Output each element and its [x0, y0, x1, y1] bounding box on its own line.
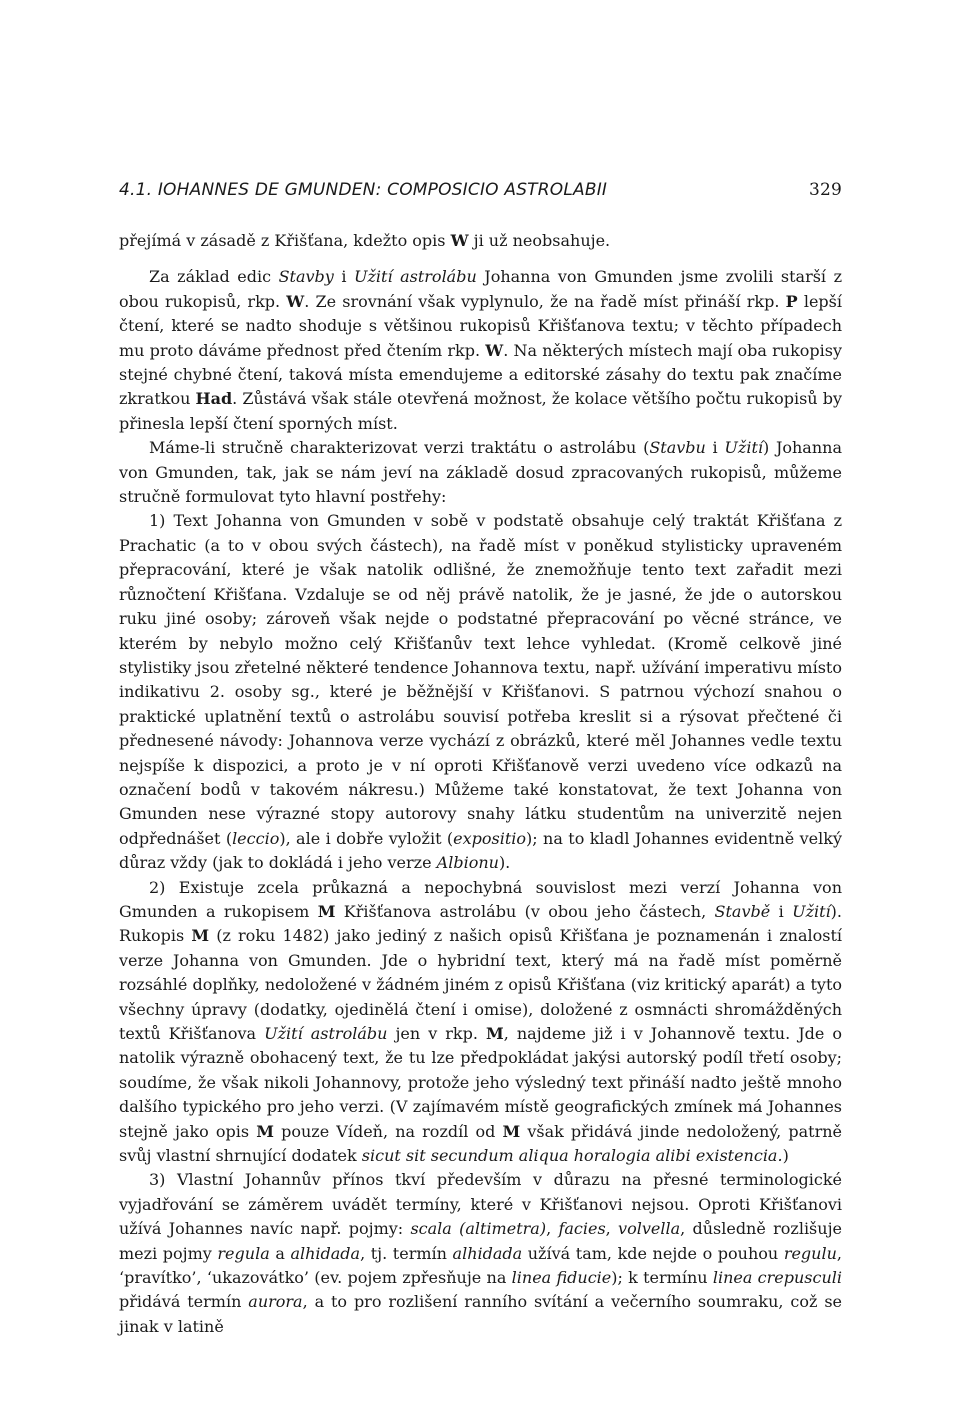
- paragraph-p2: [119, 436, 842, 509]
- text-run: , tj. termín: [360, 1243, 453, 1263]
- text-run: 1) Text Johanna von Gmunden v sobě v podstatě obsahuje celý traktát Křišťana z Prachatic (a to v obou svých částech), na řadě míst v poněkud stylisticky upraveném přepracování, které je však natolik odlišné, že znemožňuje tento text zařadit mezi různočtení Křišťana. Vzdaluje se od něj právě natolik, že je jasné, že jde o autorskou ruku jiné osoby; zároveň však nejde o podstatné přepracování po věcné stránce, ve kterém by nebylo možno celý Křišťanův text lehce vyhledat. (Kromě celkově jiné stylistiky jsou zřetelné některé tendence Johannova textu, např. užívání imperativu místo indikativu 2. osoby sg., které je běžnější v Křišťanovi. S patrnou výchozí snahou o praktické uplatnění textů o astrolábu souvisí potřeba kreslit si a rýsovat přečtené či přednesené návody: Johannova verze vychází z obrázků, které měl Johannes vedle textu nejspíše k dispozici, a proto je v ní oproti Křišťanově verzi uvedeno více odkazů na označení bodů v takovém nákresu.) Můžeme také konstatovat, že text Johanna von Gmunden nese výrazné stopy autorovy snahy látku studentům na univerzitě nejen odpřednášet (: [119, 511, 842, 848]
- text-run: Za základ edic: [149, 267, 279, 287]
- text-run: Užití astrolábu: [354, 267, 477, 287]
- paragraph-p5: [119, 1168, 842, 1339]
- text-run: M: [256, 1121, 274, 1141]
- text-run: ,: [546, 1219, 559, 1239]
- text-run: facies: [558, 1219, 606, 1239]
- text-run: 3) Vlastní Johannův přínos tkví především v důrazu na přesné terminologické vyjadřování se záměrem uvádět termíny, které v Křišťanovi nejsou. Oproti Křišťanovi užívá Johannes navíc např. pojmy:: [119, 1170, 842, 1239]
- text-run: leccio: [232, 828, 280, 848]
- text-run: M: [191, 926, 210, 946]
- text-run: ); na to kladl Johannes evidentně velký důraz vždy (jak to dokládá i jeho verze: [119, 828, 842, 873]
- text-run: Had: [195, 389, 233, 409]
- text-run: i: [333, 267, 354, 287]
- text-run: ): [782, 1146, 789, 1166]
- text-run: alhidada: [290, 1243, 361, 1263]
- text-run: ). Rukopis: [119, 901, 842, 946]
- text-run: W: [485, 340, 504, 360]
- text-run: regulu: [783, 1243, 837, 1263]
- text-run: Albionu: [436, 853, 499, 873]
- text-run: 2) Existuje zcela průkazná a nepochybná souvislost mezi verzí Johanna von Gmunden a rukopisem: [119, 877, 842, 921]
- text-run: aurora: [248, 1292, 303, 1312]
- text-run: jen v rkp.: [387, 1024, 486, 1043]
- text-run: volvella: [618, 1219, 681, 1239]
- text-run: linea crepusculi: [712, 1268, 842, 1288]
- text-run: i: [705, 438, 725, 458]
- text-run: Stavbě: [714, 901, 771, 921]
- paragraph-p4: [119, 876, 842, 1169]
- text-run: Máme-li stručně charakterizovat verzi traktátu o astrolábu (: [149, 438, 650, 458]
- text-run: pouze Vídeň, na rozdíl od: [273, 1121, 503, 1141]
- text-run: ).: [498, 853, 511, 873]
- text-run: ji už neobsahuje.: [468, 231, 611, 250]
- text-run: Užití astrolábu: [264, 1024, 388, 1043]
- body-text: [119, 229, 842, 1339]
- text-run: (z roku 1482) jako jediný z našich opisů Křišťana je poznamenán i znalostí verze Johanna von Gmunden. Jde o hybridní text, který má na řadě míst poměrně rozsáhlé doplňky, nedoložené v žádném jiném z opisů Křišťana (viz kritický aparát) a tyto všechny úpravy (dodatky, ojedinělá čtení i omise), doložené z osmnácti shromážděných textů Křišťanova: [119, 926, 843, 1043]
- text-run: Užití: [724, 438, 763, 458]
- text-run: . Zůstává však stále otevřená možnost, že kolace většího počtu rukopisů by přinesla lepší čtení sporných míst.: [119, 389, 842, 433]
- text-run: expositio: [453, 828, 527, 848]
- text-run: scala (altimetra): [410, 1219, 547, 1239]
- text-run: regula: [217, 1243, 270, 1263]
- text-run: lepší čtení, které se nadto shoduje s většinou rukopisů Křišťanova textu; v těchto případech mu proto dáváme přednost před čtením rkp.: [119, 291, 842, 360]
- text-run: , najdeme již i v Johannově textu. Jde o natolik výrazně obohacený text, že tu lze předpokládat jakýsi autorský podíl třetí osoby; soudíme, že však nikoli Johannovy, protože jeho výsledný text přináší nadto ještě mnoho dalšího typického pro jeho verzi. (V zajímavém místě geografických zmínek má Johannes stejně jako opis: [119, 1024, 843, 1141]
- paragraph-p3: [119, 509, 842, 875]
- text-run: , důsledně rozlišuje mezi pojmy: [119, 1219, 843, 1263]
- paragraph-p0: [119, 229, 842, 253]
- text-run: W: [286, 291, 305, 311]
- text-run: W: [450, 231, 469, 250]
- text-run: Johanna von Gmunden jsme zvolili starší z obou rukopisů, rkp.: [119, 267, 842, 311]
- text-run: ,: [605, 1219, 619, 1239]
- text-run: a: [269, 1243, 291, 1263]
- text-run: přidává termín: [119, 1292, 249, 1312]
- paragraph-p1: [119, 265, 842, 436]
- text-run: Užití: [792, 901, 831, 921]
- text-run: ), ale i dobře vyložit (: [279, 828, 454, 848]
- text-run: sicut sit secundum aliqua horalogia alibi existencia.: [361, 1146, 783, 1166]
- text-run: linea fiducie: [511, 1268, 612, 1288]
- text-run: . Na některých místech mají oba rukopisy stejné chybné čtení, taková místa emendujeme a editorské zásahy do textu pak značíme zkratkou: [119, 340, 843, 409]
- text-run: , a to pro rozlišení ranního svítání a večerního soumraku, což se jinak v latině: [119, 1292, 842, 1336]
- text-run: . Ze srovnání však vyplynulo, že na řadě míst přináší rkp.: [304, 291, 786, 311]
- text-run: však přidává jinde nedoložený, patrně svůj vlastní shrnující dodatek: [119, 1121, 843, 1166]
- text-run: alhidada: [452, 1243, 523, 1263]
- text-run: užívá tam, kde nejde o pouhou: [522, 1243, 784, 1263]
- text-run: ) Johanna von Gmunden, tak, jak se nám jeví na základě dosud zpracovaných rukopisů, můžeme stručně formulovat tyto hlavní postřehy:: [119, 438, 842, 507]
- text-run: M: [486, 1024, 504, 1043]
- text-run: i: [770, 901, 793, 921]
- text-run: M: [502, 1121, 521, 1141]
- text-run: M: [317, 901, 336, 921]
- page-number: 329: [808, 180, 842, 200]
- text-run: P: [785, 291, 798, 311]
- text-run: , ‘pravítko’, ‘ukazovátko’ (ev. pojem zpřesňuje na: [119, 1243, 842, 1288]
- text-run: Stavby: [278, 267, 334, 287]
- running-header: [119, 180, 842, 204]
- text-run: ); k termínu: [611, 1268, 713, 1288]
- text-run: přejímá v zásadě z Křišťana, kdežto opis: [119, 231, 451, 250]
- text-run: Stavbu: [649, 438, 706, 458]
- running-title: 4.1. IOHANNES DE GMUNDEN: COMPOSICIO ASTROLABII: [119, 180, 608, 200]
- text-run: Křišťanova astrolábu (v obou jeho částech,: [335, 901, 715, 921]
